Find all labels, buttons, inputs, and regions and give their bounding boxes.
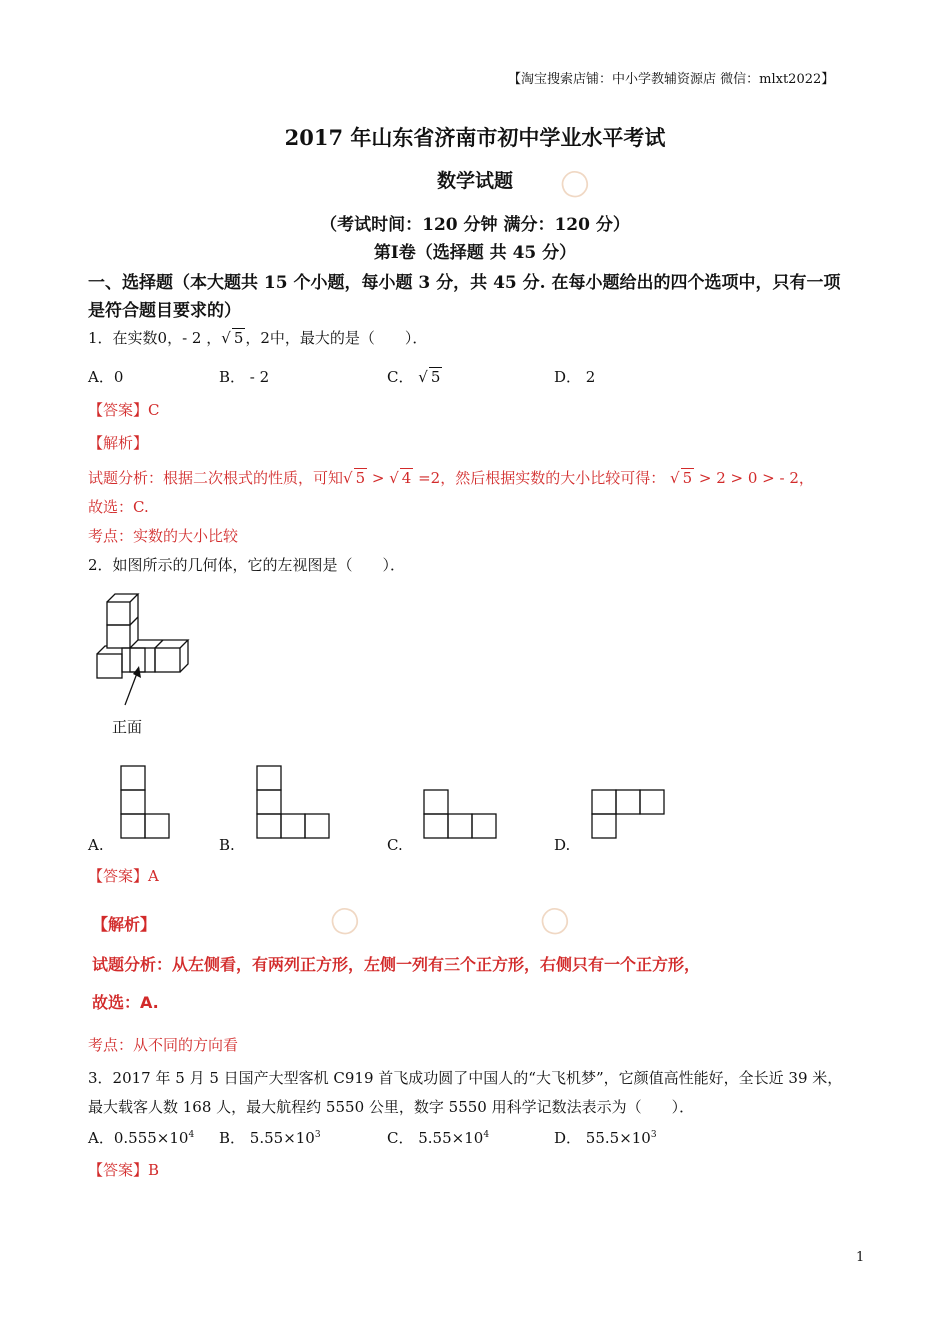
q1-choice: 故选：C. — [88, 498, 149, 516]
q1-analysis: 试题分析：根据二次根式的性质，可知√ 5 > √ 4 =2，然后根据实数的大小比较可得： √ 5 > 2 > 0 > - 2， — [88, 469, 814, 487]
q2-option-a: A. — [88, 836, 104, 854]
q3-answer: 【答案】B — [88, 1161, 160, 1179]
q2-answer: 【答案】A — [88, 867, 159, 885]
solid-figure — [95, 590, 195, 710]
page-number: 1 — [856, 1250, 865, 1265]
q2-kaodian: 考点：从不同的方向看 — [88, 1036, 239, 1054]
q2-analysis: 试题分析：从左侧看，有两列正方形，左侧一列有三个正方形，右侧只有一个正方形， — [92, 955, 701, 974]
q3-stem-line1: 3．2017 年 5 月 5 日国产大型客机 C919 首飞成功圆了中国人的“大飞机梦”，它颜值高性能好，全长近 39 米， — [88, 1069, 843, 1087]
q3-option-b: B． $5.55\times 10^3$ — [219, 1129, 321, 1147]
q3-option-c: C． $5.55\times 10^4$ — [387, 1129, 490, 1147]
page-subtitle: 数学试题 — [436, 170, 513, 192]
exam-info: （考试时间：120 分钟 满分：120 分） — [320, 215, 630, 235]
q3-stem-line2: 最大载客人数 168 人，最大航程约 5550 公里，数字 5550 用科学记数法表示为（ ）． — [88, 1098, 695, 1116]
volume-heading: 第Ⅰ卷（选择题 共 45 分） — [373, 243, 577, 263]
q2-option-b: B. — [219, 836, 235, 854]
q2-option-c-view — [423, 789, 498, 839]
q1-kaodian: 考点：实数的大小比较 — [88, 527, 239, 545]
q2-option-b-view — [256, 765, 331, 840]
q1-stem: 1．在实数0，- 2 ，√ 5 ，2中，最大的是（ ）． — [88, 329, 428, 347]
q1-analysis-label: 【解析】 — [88, 434, 149, 452]
front-label: 正面 — [112, 718, 143, 736]
page-title: 2017 年山东省济南市初中学业水平考试 — [284, 125, 666, 150]
q2-option-d: D. — [554, 836, 571, 854]
q2-analysis-label: 【解析】 — [92, 915, 157, 934]
q1-option-a: A．0 — [88, 368, 124, 386]
q3-option-d: D． $55.5\times 10^3$ — [554, 1129, 657, 1147]
q2-stem: 2．如图所示的几何体，它的左视图是（ ）． — [88, 556, 406, 574]
q2-option-d-view — [591, 789, 666, 839]
q2-choice: 故选：A. — [92, 993, 159, 1012]
q1-option-d: D． 2 — [554, 368, 596, 386]
q2-option-c: C. — [387, 836, 403, 854]
q1-option-b: B． - 2 — [219, 368, 270, 386]
shop-note: 【淘宝搜索店铺：中小学教辅资源店 微信：mlxt2022】 — [508, 72, 835, 87]
q2-option-a-view — [120, 765, 170, 840]
q3-option-a: A．$0.555\times 10^4$ — [88, 1129, 195, 1147]
q1-answer: 【答案】C — [88, 401, 160, 419]
section-heading-line1: 一、选择题（本大题共 15 个小题，每小题 3 分，共 45 分. 在每小题给出的四个选项中，只有一项 — [88, 273, 841, 293]
q1-option-c: C． √ 5 — [387, 368, 441, 386]
section-heading-line2: 是符合题目要求的） — [88, 301, 241, 321]
